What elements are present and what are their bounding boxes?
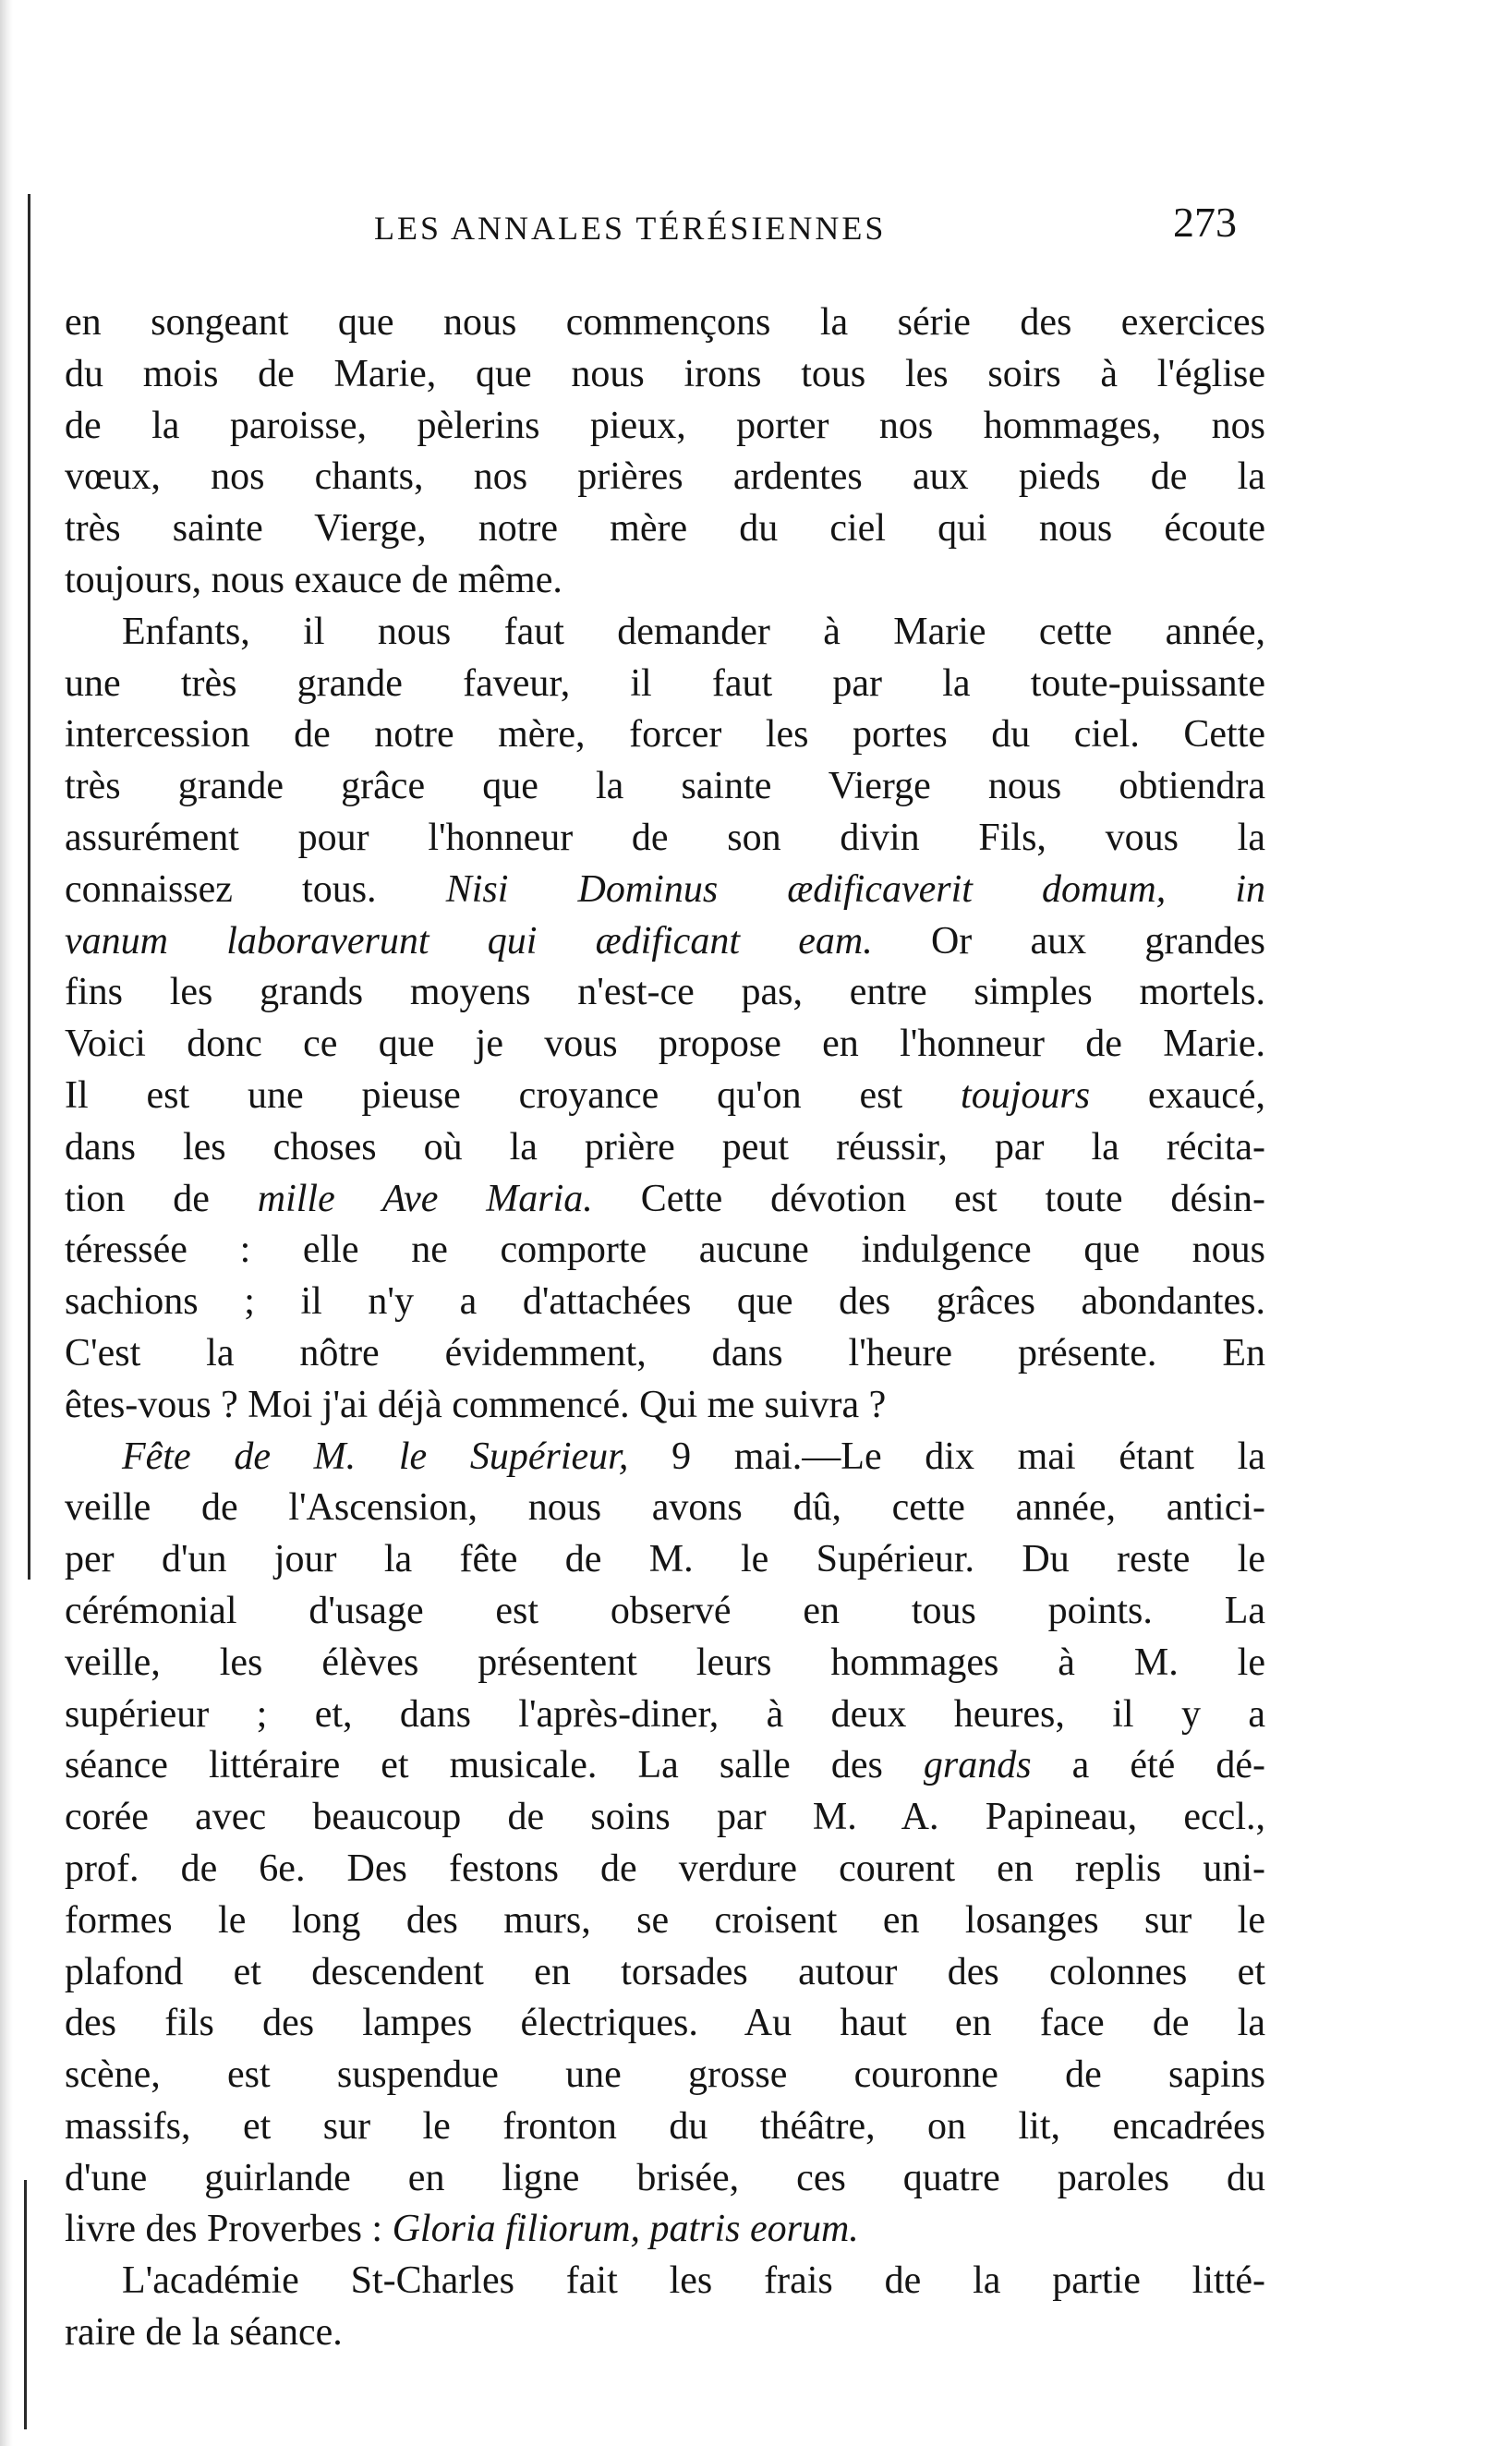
text-line: per d'un jour la fête de M. le Supérieur. Du reste le <box>65 1538 1265 1581</box>
text-line: Voici donc ce que je vous propose en l'honneur de Marie. <box>65 1023 1265 1066</box>
text-span: Il est une pieuse croyance qu'on est <box>65 1073 903 1117</box>
text-line: assurément pour l'honneur de son divin Fils, vous la <box>65 816 1265 859</box>
text-line: en songeant que nous commençons la série des exercices <box>65 301 1265 344</box>
text-line: plafond et descendent en torsades autour des colonnes et <box>65 1950 1265 1993</box>
text-line: raire de la séance. <box>65 2311 343 2355</box>
text-span: séance littéraire et musicale. La salle des <box>65 1744 883 1787</box>
text-line: veille de l'Ascension, nous avons dû, cette année, antici- <box>65 1486 1265 1530</box>
latin-quote: Nisi Dominus ædificaverit domum, in <box>445 867 1265 911</box>
text-line: téressée : elle ne comporte aucune indulgence que nous <box>65 1229 1265 1272</box>
text-span: exaucé, <box>1147 1073 1265 1117</box>
text-span: Or aux grandes <box>930 919 1265 963</box>
emphasis: toujours <box>961 1073 1091 1117</box>
text-line: vœux, nos chants, nos prières ardentes aux pieds de la <box>65 455 1265 499</box>
text-line <box>65 865 1265 916</box>
text-line: massifs, et sur le fronton du théâtre, on lit, encadrées <box>65 2104 1265 2148</box>
text-line <box>65 1174 1265 1226</box>
text-line <box>65 1432 1265 1483</box>
text-line: une très grande faveur, il faut par la toute-puissante <box>65 661 1265 705</box>
text-span: a été dé- <box>1071 1744 1265 1787</box>
text-line: dans les choses où la prière peut réussir, par la récita- <box>65 1125 1265 1169</box>
text-line: très sainte Vierge, notre mère du ciel qui nous écoute <box>65 507 1265 551</box>
emphasis: grands <box>923 1744 1032 1787</box>
header-title: LES ANNALES TÉRÉSIENNES <box>374 210 887 247</box>
text-line: sachions ; il n'y a d'attachées que des grâces abondantes. <box>65 1280 1265 1324</box>
latin-quote: Gloria filiorum, patris eorum. <box>392 2208 859 2251</box>
page-number: 273 <box>1173 199 1237 246</box>
text-line: d'une guirlande en ligne brisée, ces quatre paroles du <box>65 2156 1265 2199</box>
running-head <box>65 199 1265 259</box>
paragraph-4 <box>65 2256 1265 2359</box>
text-line: corée avec beaucoup de soins par M. A. Papineau, eccl., <box>65 1796 1265 1839</box>
text-line: de la paroisse, pèlerins pieux, porter nos hommages, nos <box>65 404 1265 447</box>
text-line: Enfants, il nous faut demander à Marie cette année, <box>122 610 1265 653</box>
text-line: C'est la nôtre évidemment, dans l'heure présente. En <box>65 1331 1265 1374</box>
text-line <box>65 1740 1265 1792</box>
text-line: scène, est suspendue une grosse couronne de sapins <box>65 2053 1265 2097</box>
text-span: connaissez tous. <box>65 867 377 911</box>
text-line: des fils des lampes électriques. Au haut en face de la <box>65 2002 1265 2045</box>
binding-shadow-line-lower <box>24 2180 27 2429</box>
scan-edge <box>0 0 13 2446</box>
emphasis: mille Ave Maria. <box>257 1177 593 1220</box>
text-line: toujours, nous exauce de même. <box>65 558 562 601</box>
text-line: du mois de Marie, que nous irons tous les soirs à l'église <box>65 352 1265 395</box>
text-line: êtes-vous ? Moi j'ai déjà commencé. Qui me suivra ? <box>65 1383 887 1426</box>
paragraph-2 <box>65 607 1265 1432</box>
text-line: cérémonial d'usage est observé en tous points. La <box>65 1589 1265 1632</box>
text-line: L'académie St-Charles fait les frais de la partie litté- <box>122 2259 1265 2303</box>
text-line: prof. de 6e. Des festons de verdure courent en replis uni- <box>65 1847 1265 1890</box>
text-span: livre des Proverbes : <box>65 2208 383 2251</box>
text-span: 9 mai.—Le dix mai étant la <box>671 1435 1265 1478</box>
text-line: veille, les élèves présentent leurs hommages à M. le <box>65 1641 1265 1684</box>
text-line: formes le long des murs, se croisent en losanges sur le <box>65 1898 1265 1942</box>
text-line <box>65 2204 1265 2256</box>
text-span: Cette dévotion est toute désin- <box>640 1177 1266 1220</box>
text-line <box>65 916 1265 968</box>
paragraph-3 <box>65 1432 1265 2257</box>
text-line <box>65 1071 1265 1122</box>
paragraph-1 <box>65 297 1265 607</box>
binding-shadow-line <box>28 194 30 1580</box>
text-line: supérieur ; et, dans l'après-diner, à deux heures, il y a <box>65 1692 1265 1736</box>
text-span: tion de <box>65 1177 210 1220</box>
section-heading: Fête de M. le Supérieur, <box>122 1435 629 1478</box>
text-line: très grande grâce que la sainte Vierge nous obtiendra <box>65 765 1265 808</box>
latin-quote: vanum laboraverunt qui ædificant eam. <box>65 919 873 963</box>
text-line: fins les grands moyens n'est-ce pas, entre simples mortels. <box>65 971 1265 1014</box>
page-text <box>65 297 1265 2359</box>
text-line: intercession de notre mère, forcer les portes du ciel. Cette <box>65 713 1265 757</box>
